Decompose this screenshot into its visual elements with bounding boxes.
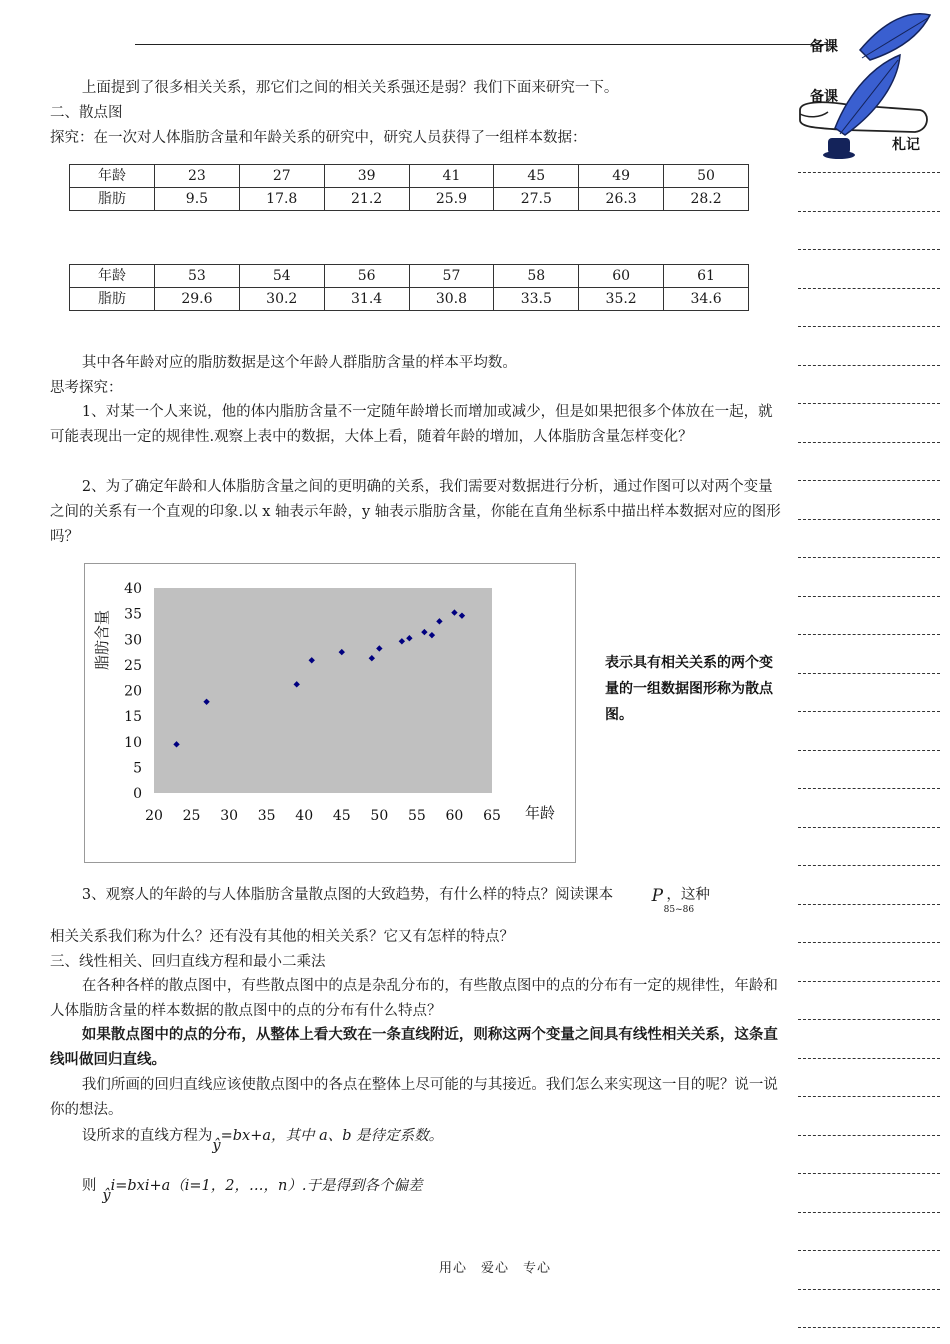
- note-line: [798, 403, 940, 404]
- note-line: [798, 1058, 940, 1059]
- page-footer: 用心 爱心 专心: [438, 1261, 551, 1276]
- question-3-text-end: ，这种: [666, 887, 710, 903]
- row-label: 脂肪: [70, 188, 155, 211]
- note-line: [798, 172, 940, 173]
- deviation-prefix: 则: [81, 1178, 97, 1194]
- x-axis-label: 年龄: [524, 804, 556, 822]
- equation-prefix: 设所求的直线方程为: [81, 1128, 213, 1144]
- note-line: [798, 480, 940, 481]
- note-line: [798, 519, 940, 520]
- table-cell: 33.5: [494, 288, 579, 311]
- logo-bottom-label: 札记: [892, 137, 920, 153]
- table-cell: 28.2: [664, 188, 749, 211]
- row-label: 年龄: [70, 165, 155, 188]
- note-line: [798, 1289, 940, 1290]
- note-line: [798, 750, 940, 751]
- page-ref-p: P: [651, 886, 664, 906]
- y-axis-label: 脂肪含量: [93, 609, 111, 671]
- section-2-title: 二、散点图: [50, 105, 123, 121]
- question-1: 1、对某一个人来说，他的体内脂肪含量不一定随年龄增长而增加或减少，但是如果把很多个体放在一起，就可能表现出一定的规律性.观察上表中的数据，大体上看，随着年龄的增加，人体脂肪含量怎样变化？: [50, 404, 773, 445]
- deviation-body: i=bxi+a（i=1，2，…，n）.于是得到各个偏差: [110, 1178, 423, 1194]
- note-line: [798, 942, 940, 943]
- note-line: [798, 634, 940, 635]
- table-cell: 26.3: [579, 188, 664, 211]
- note-line: [798, 1327, 940, 1328]
- intro-paragraph: 上面提到了很多相关关系，那它们之间的相关关系强还是弱？我们下面来研究一下。: [81, 80, 619, 96]
- data-table-2: [69, 264, 749, 311]
- deviation-line: [50, 1174, 785, 1204]
- y-tick-label: 10: [124, 734, 142, 751]
- note-line: [798, 981, 940, 982]
- x-tick-label: 40: [295, 808, 314, 824]
- scatter-definition-note: 表示具有相关关系的两个变量的一组数据图形称为散点图。: [605, 655, 773, 723]
- sample-mean-note: 其中各年龄对应的脂肪数据是这个年龄人群脂肪含量的样本平均数。: [81, 355, 517, 371]
- row-label: 年龄: [70, 265, 155, 288]
- y-tick-label: 20: [124, 683, 142, 700]
- table-cell: 41: [409, 165, 494, 188]
- y-tick-label: 0: [133, 786, 142, 802]
- row-label: 脂肪: [70, 288, 155, 311]
- table-row: [70, 288, 749, 311]
- note-line: [798, 365, 940, 366]
- table-cell: 25.9: [409, 188, 494, 211]
- y-tick-label: 35: [124, 606, 142, 623]
- lesson-notes-logo: [790, 10, 940, 170]
- table-cell: 29.6: [155, 288, 240, 311]
- note-line: [798, 442, 940, 443]
- x-tick-label: 55: [407, 808, 426, 824]
- plot-area: [154, 588, 492, 793]
- note-line: [798, 211, 940, 212]
- table-cell: 17.8: [239, 188, 324, 211]
- equation-line: [50, 1124, 785, 1154]
- note-line: [798, 827, 940, 828]
- x-tick-label: 60: [445, 808, 464, 824]
- x-tick-label: 45: [332, 808, 351, 824]
- scatter-pattern-paragraph: 在各种各样的散点图中，有些散点图中的点是杂乱分布的，有些散点图中的点的分布有一定的规律性，年龄和人体脂肪含量的样本数据的散点图中的点的分布有什么特点？: [50, 978, 778, 1019]
- note-line: [798, 249, 940, 250]
- table-cell: 56: [324, 265, 409, 288]
- note-line: [798, 673, 940, 674]
- x-tick-label: 20: [145, 808, 163, 824]
- table-cell: 35.2: [579, 288, 664, 311]
- table-cell: 27: [239, 165, 324, 188]
- logo-mid-label: 备课: [810, 89, 838, 105]
- page-ref-range: 85~86: [663, 905, 695, 915]
- question-2: 2、为了确定年龄和人体脂肪含量之间的更明确的关系，我们需要对数据进行分析，通过作图可以对两个变量之间的关系有一个直观的印象.以 x 轴表示年龄，y 轴表示脂肪含量，你能在直角坐标系中描出样本数据对应的图形吗？: [50, 479, 781, 545]
- note-line: [798, 1173, 940, 1174]
- table-cell: 49: [579, 165, 664, 188]
- x-tick-label: 25: [182, 808, 201, 824]
- note-line: [798, 1019, 940, 1020]
- note-line: [798, 326, 940, 327]
- data-table-1: [69, 164, 749, 211]
- y-tick-label: 30: [124, 632, 142, 649]
- note-line: [798, 1135, 940, 1136]
- logo-top-label: 备课: [810, 39, 838, 55]
- table-cell: 39: [324, 165, 409, 188]
- table-row: [70, 188, 749, 211]
- table-cell: 30.8: [409, 288, 494, 311]
- question-3-text: 3、观察人的年龄的与人体脂肪含量散点图的大致趋势，有什么样的特点？阅读课本: [81, 887, 614, 903]
- table-cell: 60: [579, 265, 664, 288]
- fitting-paragraph: 我们所画的回归直线应该使散点图中的各点在整体上尽可能的与其接近。我们怎么来实现这一目的呢？说一说你的想法。: [50, 1077, 778, 1118]
- table-row: [70, 265, 749, 288]
- table-cell: 54: [239, 265, 324, 288]
- note-line: [798, 711, 940, 712]
- think-title: 思考探究：: [50, 380, 123, 396]
- x-tick-label: 35: [257, 808, 276, 824]
- table-row: [70, 165, 749, 188]
- y-tick-label: 5: [133, 760, 142, 777]
- x-tick-label: 65: [483, 808, 501, 824]
- note-line: [798, 1212, 940, 1213]
- table-cell: 27.5: [494, 188, 579, 211]
- table-cell: 50: [664, 165, 749, 188]
- x-tick-label: 50: [370, 808, 389, 824]
- note-line: [798, 904, 940, 905]
- y-hat-symbol: ŷ: [102, 1188, 111, 1204]
- section-3-title: 三、线性相关、回归直线方程和最小二乘法: [50, 954, 326, 970]
- table-cell: 57: [409, 265, 494, 288]
- table-cell: 21.2: [324, 188, 409, 211]
- question-3-line-2: 相关关系我们称为什么？还有没有其他的相关关系？它又有怎样的特点？: [50, 929, 514, 945]
- note-line: [798, 596, 940, 597]
- linear-correlation-definition: 如果散点图中的点的分布，从整体上看大致在一条直线附近，则称这两个变量之间具有线性相关关系，这条直线叫做回归直线。: [50, 1027, 778, 1068]
- table-cell: 45: [494, 165, 579, 188]
- y-tick-label: 15: [124, 709, 142, 726]
- explore-paragraph: 探究：在一次对人体脂肪含量和年龄关系的研究中，研究人员获得了一组样本数据：: [50, 130, 587, 146]
- table-cell: 34.6: [664, 288, 749, 311]
- note-line: [798, 865, 940, 866]
- table-cell: 30.2: [239, 288, 324, 311]
- table-cell: 23: [155, 165, 240, 188]
- y-tick-label: 25: [124, 657, 142, 674]
- note-line: [798, 557, 940, 558]
- equation-body: =bx+a，其中 a、b 是待定系数。: [220, 1128, 444, 1144]
- x-tick-label: 30: [220, 808, 239, 824]
- note-line: [798, 288, 940, 289]
- note-line: [798, 1096, 940, 1097]
- note-line: [798, 1250, 940, 1251]
- note-line: [798, 788, 940, 789]
- y-tick-label: 40: [124, 581, 142, 597]
- table-cell: 58: [494, 265, 579, 288]
- table-cell: 9.5: [155, 188, 240, 211]
- table-cell: 61: [664, 265, 749, 288]
- table-cell: 31.4: [324, 288, 409, 311]
- table-cell: 53: [155, 265, 240, 288]
- scatter-chart-frame: [84, 563, 576, 863]
- header-rule: [135, 44, 835, 45]
- scatter-chart: [85, 564, 575, 862]
- y-hat-symbol: ŷ: [212, 1138, 221, 1154]
- question-3: [50, 874, 785, 915]
